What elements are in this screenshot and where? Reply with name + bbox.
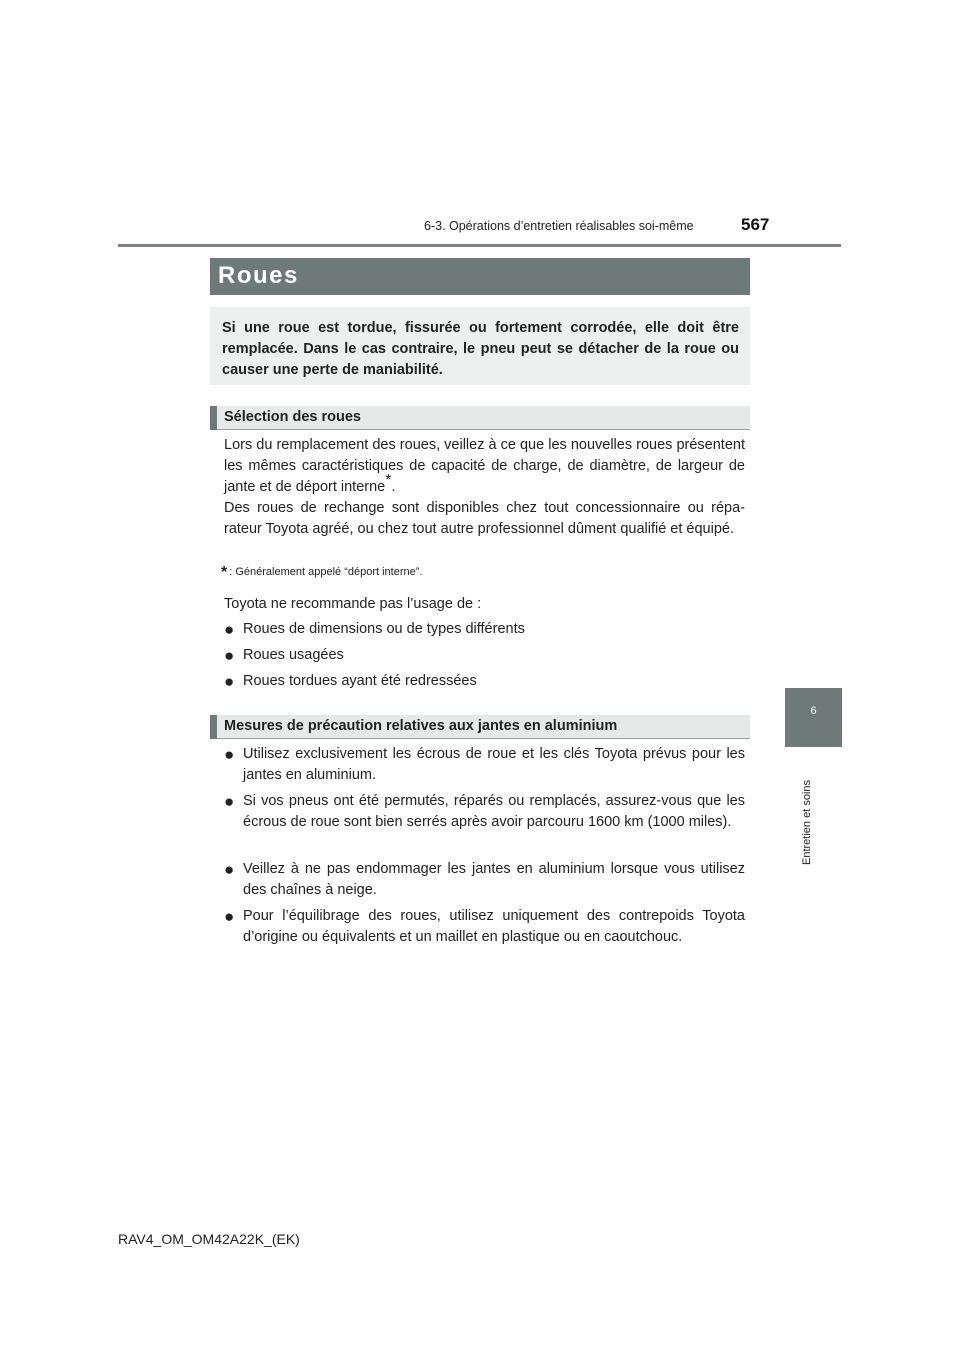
list-item-text: Utilisez exclusivement les écrous de roue et les clés Toyota prévus pour les jantes en aluminium. [243,746,745,783]
selection-paragraph-end: . [391,479,396,495]
page-title-bar [210,258,750,295]
bullet-icon: ● [224,860,235,879]
chapter-tab-label: Entretien et soins [801,780,813,865]
section-heading-wheel-selection [210,406,750,430]
list-item-text: Roues tordues ayant été redressées [243,673,477,689]
selection-paragraph-text: Lors du remplacement des roues, veillez à ce que les nouvelles roues présentent les mêmes caractéristiques de capacité de charge, de diamètre, de largeur de jante et de déport interne [224,437,745,495]
document-code: RAV4_OM_OM42A22K_(EK) [118,1231,300,1247]
list-item-text: Si vos pneus ont été permutés, réparés ou remplacés, assurez-vous que les écrous de roue sont bien serrés après avoir parcouru 1600 km (1000 miles). [243,793,745,830]
section-heading-aluminium-wheels [210,715,750,739]
bullet-icon: ● [224,672,235,691]
list-item [224,791,745,833]
list-item [224,744,745,786]
page-number: 567 [741,215,770,234]
list-item-text: Roues usagées [243,647,344,663]
bullet-icon: ● [224,646,235,665]
page-title: Roues [218,262,299,289]
intro-text: Si une roue est tordue, fissurée ou fortement corrodée, elle doit être remplacée. Dans le cas contraire, le pneu peut se détacher de la roue ou causer une perte de maniabilité. [222,320,739,378]
chapter-tab [785,688,842,747]
list-item [224,671,745,692]
footnote-star: * [221,564,228,581]
list-item [224,906,745,948]
header-section-title: 6-3. Opérations d’entretien réalisables soi-même [424,219,694,233]
section-heading-accent [210,715,217,739]
section-heading-accent [210,406,217,430]
intro-box [210,307,750,385]
list-item [224,859,745,901]
footnote-text: : Généralement appelé “déport interne”. [229,566,423,578]
list-item-text: Roues de dimensions ou de types différents [243,621,525,637]
list-item [224,619,745,640]
section-heading-text: Sélection des roues [224,409,361,425]
bullet-icon: ● [224,745,235,764]
list-item-text: Pour l’équilibrage des roues, utilisez uniquement des contrepoids Toyota d’origine ou équivalents et un maillet en plastique ou en caoutchouc. [243,908,745,945]
section-heading-text: Mesures de précaution relatives aux jantes en aluminium [224,718,618,734]
not-recommended-lead: Toyota ne recommande pas l’usage de : [224,596,482,612]
spare-wheels-paragraph: Des roues de rechange sont disponibles chez tout concessionnaire ou réparateur Toyota agréé, ou chez tout autre professionnel dûment qualifié et équipé. [224,500,745,537]
selection-paragraph [224,435,745,498]
bullet-icon: ● [224,620,235,639]
footnote-marker: * [385,472,392,490]
footnote [221,564,422,582]
chapter-tab-number: 6 [810,705,817,717]
list-item [224,645,745,666]
bullet-icon: ● [224,907,235,926]
header-divider [118,244,841,247]
list-item-text: Veillez à ne pas endommager les jantes en aluminium lorsque vous utilisez des chaînes à neige. [243,861,745,898]
bullet-icon: ● [224,792,235,811]
